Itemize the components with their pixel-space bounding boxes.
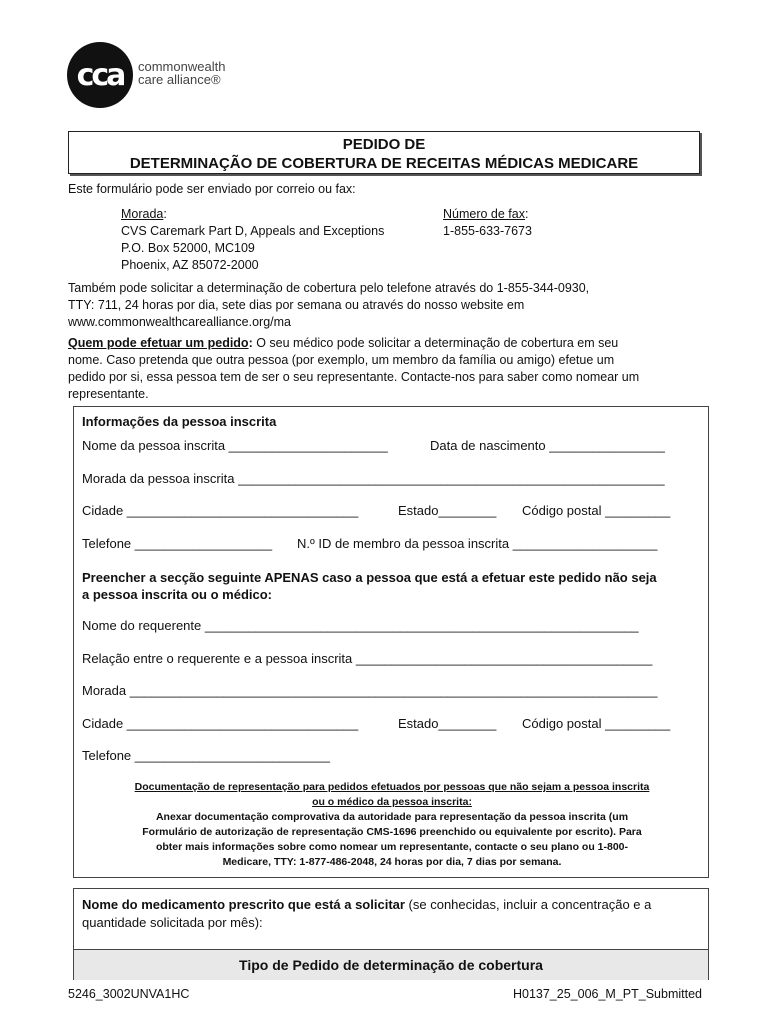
doc-heading-line1: Documentação de representação para pedidos efetuados por pessoas que não sejam a pessoa inscrita xyxy=(134,781,650,793)
fax-number: 1-855-633-7673 xyxy=(443,224,532,238)
enrollee-name-field[interactable]: Nome da pessoa inscrita ______________________ xyxy=(82,438,388,453)
request-type-header xyxy=(74,949,708,980)
logo-line2: care alliance® xyxy=(138,72,221,87)
address-line2: P.O. Box 52000, MC109 xyxy=(121,241,255,255)
phone-line1: Também pode solicitar a determinação de cobertura pelo telefone através do 1-855-344-0930, xyxy=(68,281,590,295)
fax-label: Número de fax xyxy=(443,207,525,221)
enrollee-dob-field[interactable]: Data de nascimento ________________ xyxy=(430,438,665,453)
address-line3: Phoenix, AZ 85072-2000 xyxy=(121,258,259,272)
who-label: Quem pode efetuar um pedido xyxy=(68,336,249,350)
enrollee-zip-field[interactable]: Código postal _________ xyxy=(522,503,671,518)
intro-text: Este formulário pode ser enviado por correio ou fax: xyxy=(68,182,356,196)
footer-left-code: 5246_3002UNVA1HC xyxy=(68,987,190,1001)
drug-label: Nome do medicamento prescrito que está a solicitar xyxy=(82,897,405,912)
requester-heading-line1: Preencher a secção seguinte APENAS caso a pessoa que está a efetuar este pedido não seja xyxy=(82,570,657,585)
drug-label-line2: quantidade solicitada por mês): xyxy=(82,915,263,930)
requester-heading-line2: a pessoa inscrita ou o médico: xyxy=(82,587,272,602)
enrollee-heading: Informações da pessoa inscrita xyxy=(82,414,277,429)
title-line1: PEDIDO DE xyxy=(342,136,426,153)
address-line1: CVS Caremark Part D, Appeals and Exceptions xyxy=(121,224,385,238)
fax-info: Número de fax: 1-855-633-7673 xyxy=(443,207,532,238)
who-line1: O seu médico pode solicitar a determinação de cobertura em seu xyxy=(256,336,619,350)
form-title xyxy=(68,131,700,174)
requester-name-field[interactable]: Nome do requerente ____________________________________________________________ xyxy=(82,618,639,633)
doc-line1: Anexar documentação comprovativa da autoridade para representação da pessoa inscrita (um xyxy=(155,811,629,823)
drug-label-rest: (se conhecidas, incluir a concentração e a xyxy=(404,897,652,912)
requester-phone-field[interactable]: Telefone ___________________________ xyxy=(82,748,330,763)
requester-relation-field[interactable]: Relação entre o requerente e a pessoa inscrita _________________________________________ xyxy=(82,651,653,666)
footer-right-code: H0137_25_006_M_PT_Submitted xyxy=(512,987,702,1001)
enrollee-city-field[interactable]: Cidade ________________________________ xyxy=(82,503,359,518)
doc-line3: obter mais informações sobre como nomear um representante, contacte o seu plano ou 1-800- xyxy=(155,841,629,853)
who-line4: representante. xyxy=(68,387,149,401)
who-line2: nome. Caso pretenda que outra pessoa (por exemplo, um membro da família ou amigo) efetue um xyxy=(68,353,615,367)
request-type-title: Tipo de Pedido de determinação de cobertura xyxy=(239,957,543,973)
mail-address: Morada: CVS Caremark Part D, Appeals and Exceptions P.O. Box 52000, MC109 Phoenix, AZ 85072-2000 xyxy=(121,207,385,272)
doc-heading-line2: ou o médico da pessoa inscrita: xyxy=(312,796,472,808)
website-link[interactable]: www.commonwealthcarealliance.org/ma xyxy=(68,315,292,329)
phone-line2: TTY: 711, 24 horas por dia, sete dias por semana ou através do nosso website em xyxy=(68,298,525,312)
logo-line1: commonwealth xyxy=(138,59,226,74)
cca-logo-text xyxy=(138,60,225,86)
representation-doc-note xyxy=(78,780,706,870)
drug-name-field[interactable] xyxy=(82,896,702,932)
enrollee-address-field[interactable]: Morada da pessoa inscrita ___________________________________________________________ xyxy=(82,471,665,486)
requester-state-field[interactable]: Estado________ xyxy=(398,716,497,731)
address-label: Morada xyxy=(121,207,164,221)
requester-heading xyxy=(82,569,657,603)
title-line2: DETERMINAÇÃO DE COBERTURA DE RECEITAS MÉDICAS MEDICARE xyxy=(129,155,639,172)
requester-city-field[interactable]: Cidade ________________________________ xyxy=(82,716,359,731)
doc-line2: Formulário de autorização de representação CMS-1696 preenchido ou equivalente por escrito). Para xyxy=(142,826,642,838)
enrollee-phone-field[interactable]: Telefone ___________________ xyxy=(82,536,273,551)
requester-zip-field[interactable]: Código postal _________ xyxy=(522,716,671,731)
cca-logo-mark: cca xyxy=(67,42,133,108)
phone-paragraph xyxy=(68,280,589,331)
who-line3: pedido por si, essa pessoa tem de ser o seu representante. Contacte-nos para saber como nomear um xyxy=(68,370,640,384)
enrollee-member-id-field[interactable]: N.º ID de membro da pessoa inscrita ____________________ xyxy=(297,536,658,551)
requester-address-field[interactable]: Morada _________________________________________________________________________ xyxy=(82,683,658,698)
doc-line4: Medicare, TTY: 1-877-486-2048, 24 horas por dia, 7 dias por semana. xyxy=(222,856,562,868)
who-paragraph: Quem pode efetuar um pedido: O seu médico pode solicitar a determinação de cobertura em seu nome. Caso pretenda que outra pessoa (por exemplo, um membro da família ou amigo) efetue um pedido por si, essa pessoa tem de ser o seu representante. Contacte-nos para saber como nomear um representante. xyxy=(68,335,708,403)
enrollee-state-field[interactable]: Estado________ xyxy=(398,503,497,518)
